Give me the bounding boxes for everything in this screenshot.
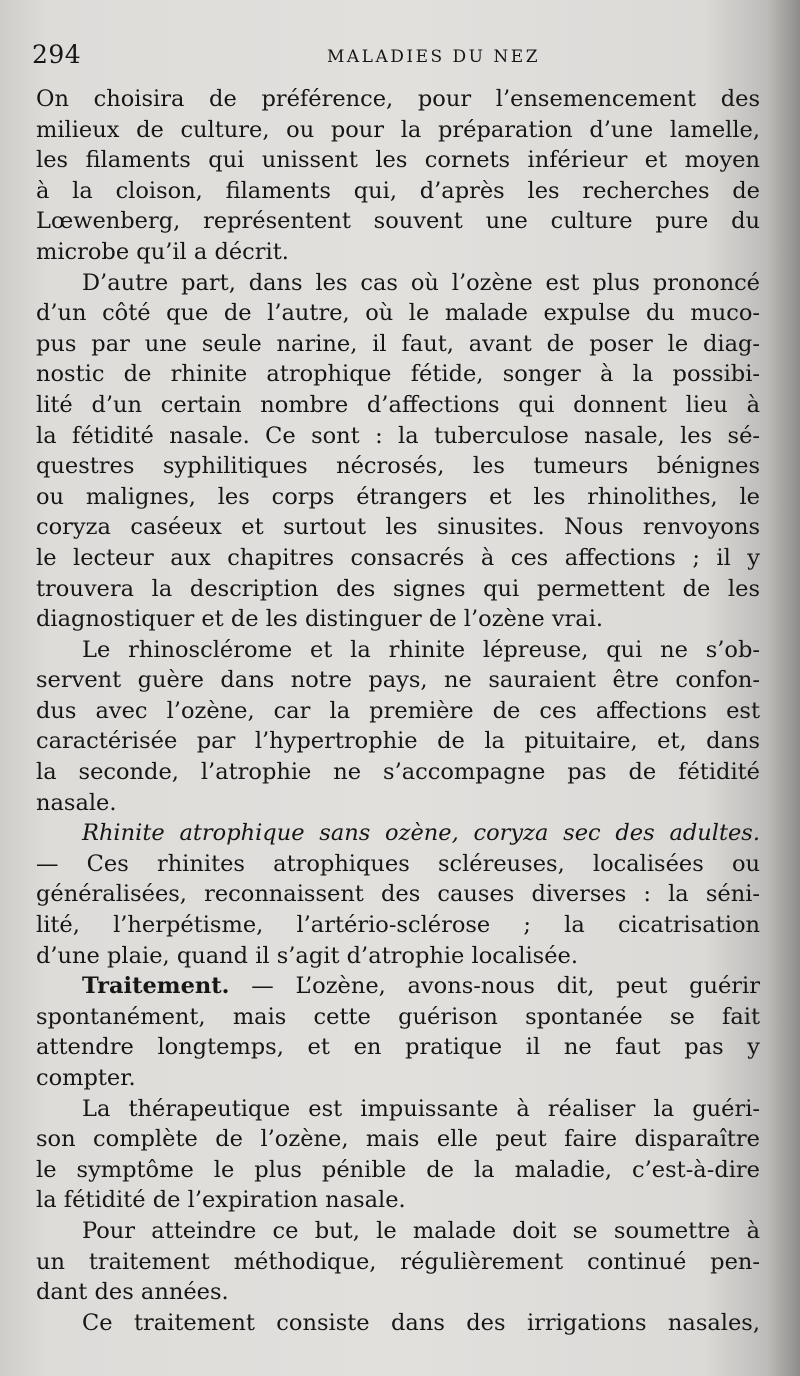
page-header bbox=[32, 40, 770, 74]
text-line: nasale. bbox=[36, 789, 117, 816]
text-line: ou malignes, les corps étrangers et les rhinolithes, le bbox=[36, 483, 760, 510]
text-line: pus par une seule narine, il faut, avant de poser le diag- bbox=[36, 330, 760, 357]
text-line: lité, l’herpétisme, l’artério-sclérose ; la cicatrisation bbox=[36, 912, 760, 939]
page-number: 294 bbox=[32, 40, 82, 69]
text-line: son complète de l’ozène, mais elle peut faire disparaître bbox=[36, 1126, 760, 1153]
text-line: Le rhinosclérome et la rhinite lépreuse, qui ne s’ob- bbox=[82, 636, 760, 663]
text-line: la seconde, l’atrophie ne s’accompagne pas de fétidité bbox=[36, 759, 760, 786]
text-line: d’une plaie, quand il s’agit d’atrophie localisée. bbox=[36, 942, 578, 969]
text-line: La thérapeutique est impuissante à réaliser la guéri- bbox=[82, 1095, 760, 1122]
text-line: spontanément, mais cette guérison spontanée se fait bbox=[36, 1003, 760, 1030]
text-line: nostic de rhinite atrophique fétide, songer à la possibi- bbox=[36, 361, 760, 388]
text-line: le symptôme le plus pénible de la maladie, c’est-à-dire bbox=[36, 1156, 760, 1183]
section-heading-traitement: Traitement. bbox=[82, 973, 230, 1000]
text-line: dant des années. bbox=[36, 1279, 229, 1306]
text-line: un traitement méthodique, régulièrement continué pen- bbox=[36, 1248, 760, 1275]
section-heading-rhinite: Rhinite atrophique sans ozène, coryza sec des adultes. bbox=[82, 820, 760, 847]
text-line: servent guère dans notre pays, ne sauraient être confon- bbox=[36, 667, 760, 694]
text-line: D’autre part, dans les cas où l’ozène est plus prononcé bbox=[82, 269, 760, 296]
text-line: Ce traitement consiste dans des irrigations nasales, bbox=[82, 1309, 760, 1336]
text-line: trouvera la description des signes qui permettent de les bbox=[36, 575, 760, 602]
text-line bbox=[36, 971, 760, 1002]
text-line: le lecteur aux chapitres consacrés à ces affections ; il y bbox=[36, 544, 760, 571]
running-title: MALADIES DU NEZ bbox=[327, 47, 541, 67]
text-line: dus avec l’ozène, car la première de ces affections est bbox=[36, 697, 760, 724]
body-text bbox=[36, 84, 760, 1338]
text-line: compter. bbox=[36, 1065, 136, 1091]
text-line: la fétidité nasale. Ce sont : la tuberculose nasale, les sé- bbox=[36, 422, 760, 449]
text-line: microbe qu’il a décrit. bbox=[36, 238, 289, 265]
text-fragment: — L’ozène, avons-nous dit, peut guérir bbox=[251, 973, 761, 1000]
text-line: On choisira de préférence, pour l’ensemencement des bbox=[36, 86, 760, 112]
text-line: Pour atteindre ce but, le malade doit se soumettre à bbox=[82, 1217, 760, 1244]
text-line: généralisées, reconnaissent des causes diverses : la séni- bbox=[36, 881, 760, 908]
text-line: Lœwenberg, représentent souvent une culture pure du bbox=[36, 208, 760, 235]
text-line: la fétidité de l’expiration nasale. bbox=[36, 1187, 406, 1214]
text-line: diagnostiquer et de les distinguer de l’ozène vrai. bbox=[36, 606, 604, 633]
text-line: attendre longtemps, et en pratique il ne faut pas y bbox=[36, 1034, 760, 1061]
text-line: les filaments qui unissent les cornets inférieur et moyen bbox=[36, 147, 760, 174]
text-line: coryza caséeux et surtout les sinusites. Nous renvoyons bbox=[36, 514, 760, 541]
text-line: à la cloison, filaments qui, d’après les recherches de bbox=[36, 177, 760, 204]
text-line: questres syphilitiques nécrosés, les tumeurs bénignes bbox=[36, 453, 760, 480]
text-line: lité d’un certain nombre d’affections qui donnent lieu à bbox=[36, 391, 760, 418]
text-line: — Ces rhinites atrophiques scléreuses, localisées ou bbox=[36, 850, 760, 877]
text-line: d’un côté que de l’autre, où le malade expulse du muco- bbox=[36, 300, 760, 327]
text-line: milieux de culture, ou pour la préparation d’une lamelle, bbox=[36, 116, 760, 143]
text-line: caractérisée par l’hypertrophie de la pituitaire, et, dans bbox=[36, 728, 760, 755]
